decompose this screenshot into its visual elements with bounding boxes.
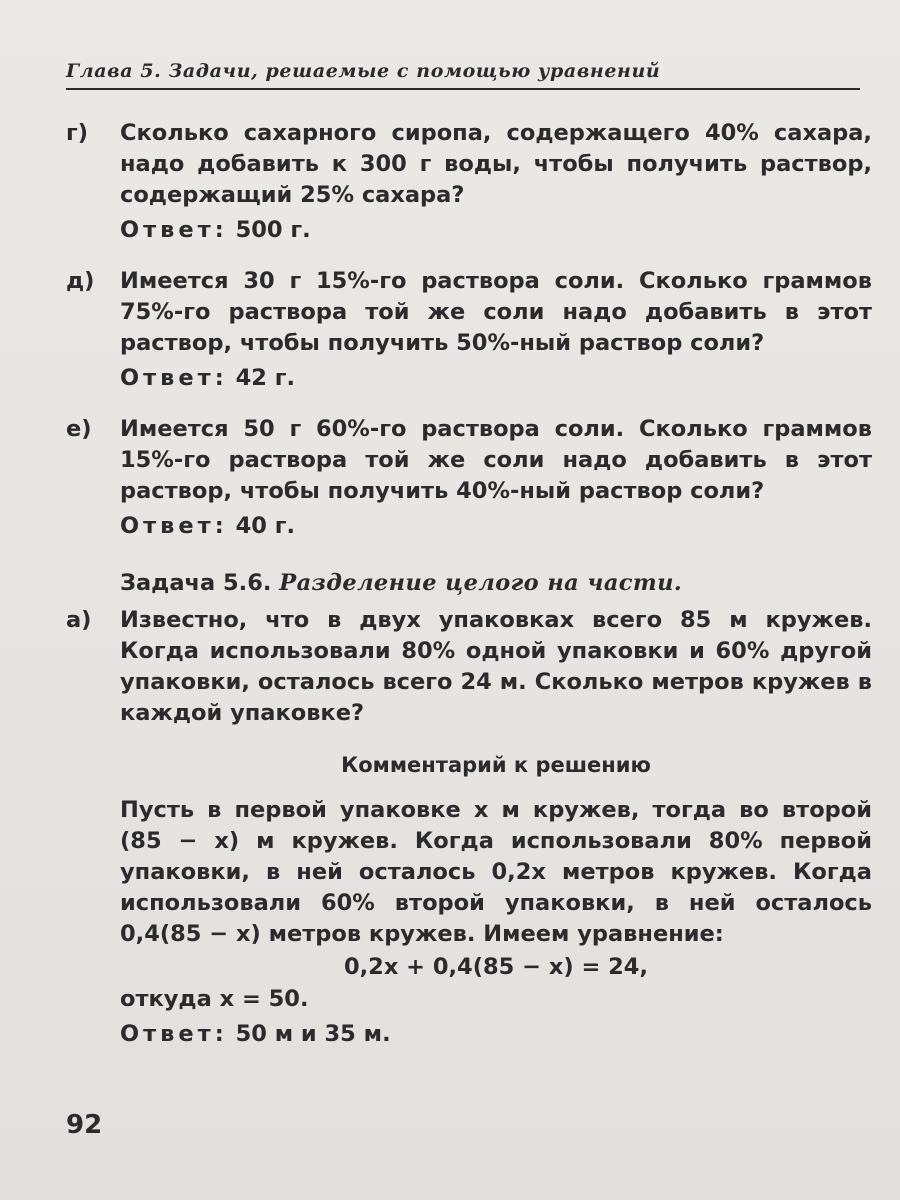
problem-letter: е) — [66, 416, 92, 442]
chapter-header: Глава 5. Задачи, решаемые с помощью уравнений — [66, 60, 860, 90]
answer-label: Ответ: — [120, 217, 228, 243]
problem-d — [66, 266, 872, 359]
problem-text: Имеется 30 г 15%-го раствора соли. Сколько граммов 75%-го раствора той же соли надо добавить в этот раствор, чтобы получить 50%-ный раствор соли? — [120, 268, 872, 356]
task-number: Задача 5.6. — [120, 570, 272, 596]
problem-e — [66, 414, 872, 507]
problem-answer — [66, 511, 872, 542]
problem-letter: г) — [66, 120, 89, 146]
problem-text: Имеется 50 г 60%-го раствора соли. Сколько граммов 15%-го раствора той же соли надо добавить в этот раствор, чтобы получить 40%-ный раствор соли? — [120, 416, 872, 504]
problem-text: Известно, что в двух упаковках всего 85 м кружев. Когда использовали 80% одной упаковки и 60% другой упаковки, осталось всего 24 м. Сколько метров кружев в каждой упаковке? — [120, 607, 872, 726]
task-description: Разделение целого на части. — [279, 570, 683, 596]
answer-value: 40 г. — [235, 513, 296, 539]
solution-paragraph: Пусть в первой упаковке x м кружев, тогда во второй (85 − x) м кружев. Когда использовали 80% первой упаковки, в ней осталось 0,2x метров кружев. Когда использовали 60% второй упаковки, в ней осталось 0,4(85 − x) метров кружев. Имеем уравнение: — [120, 797, 872, 947]
problem-g — [66, 118, 872, 211]
problem-letter: д) — [66, 268, 95, 294]
problem-letter: а) — [66, 607, 92, 633]
problem-answer — [66, 363, 872, 394]
answer-value: 500 г. — [235, 217, 311, 243]
problem-answer — [66, 215, 872, 246]
answer-value: 50 м и 35 м. — [235, 1021, 391, 1047]
answer-label: Ответ: — [120, 1021, 228, 1047]
page-content — [66, 118, 872, 1050]
solution-answer — [66, 1019, 872, 1050]
solution-result: откуда x = 50. — [120, 986, 309, 1012]
task-title — [66, 568, 872, 599]
answer-label: Ответ: — [120, 513, 228, 539]
comment-heading: Комментарий к решению — [341, 753, 651, 777]
page-number: 92 — [66, 1110, 103, 1140]
answer-label: Ответ: — [120, 365, 228, 391]
equation: 0,2x + 0,4(85 − x) = 24, — [343, 954, 649, 980]
problem-a — [66, 605, 872, 729]
answer-value: 42 г. — [235, 365, 296, 391]
problem-text: Сколько сахарного сиропа, содержащего 40% сахара, надо добавить к 300 г воды, чтобы получить раствор, содержащий 25% сахара? — [120, 120, 872, 208]
